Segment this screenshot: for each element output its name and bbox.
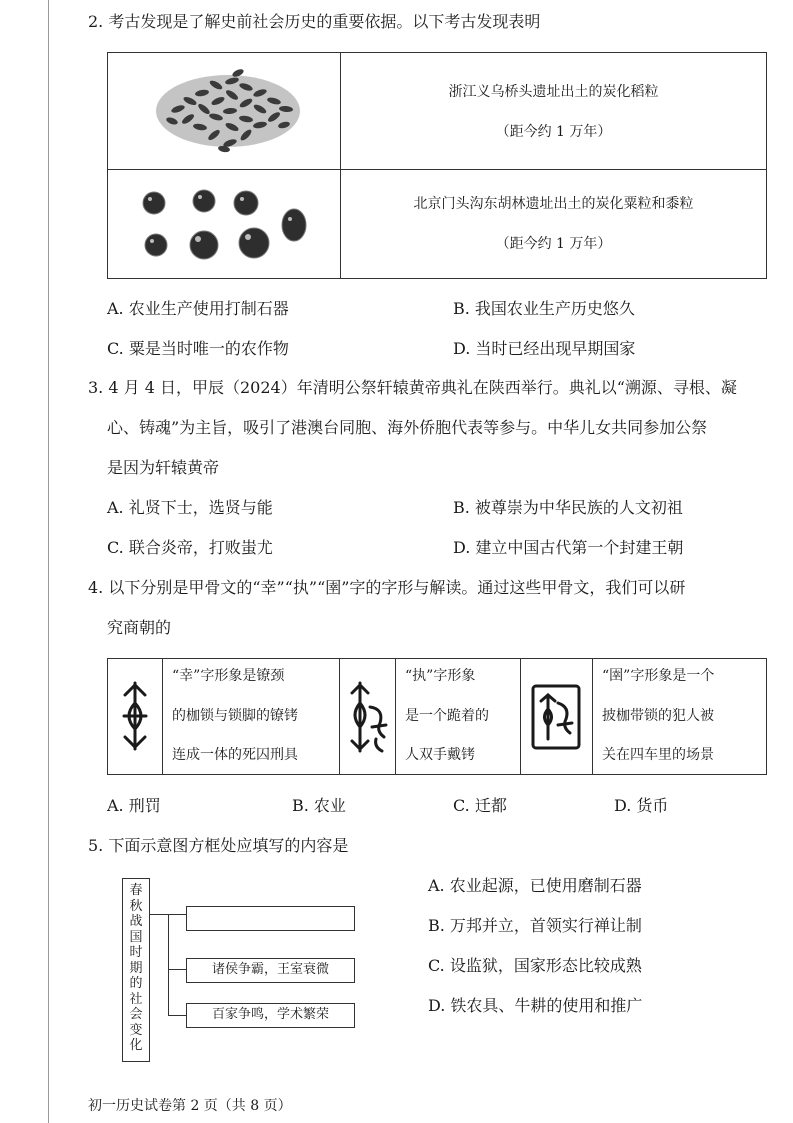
- zhi-desc-line1: “执”字形象: [405, 668, 476, 684]
- vertical-title-char: 期: [129, 960, 143, 976]
- yu-desc-line2: 披枷带锁的犯人被: [602, 708, 714, 724]
- q4-stem-line2: 究商朝的: [107, 618, 172, 637]
- zhi-desc-line3: 人双手戴铐: [405, 747, 475, 763]
- q4-oracle-table: [107, 658, 767, 775]
- box-hundred-schools-text: 百家争鸣，学术繁荣: [211, 1007, 329, 1022]
- q3-option-a[interactable]: A. 礼贤下士，选贤与能: [107, 498, 273, 517]
- oracle-divider: [520, 659, 521, 774]
- box-hundred-schools: [186, 1003, 355, 1028]
- q2-option-d[interactable]: D. 当时已经出现早期国家: [453, 339, 636, 358]
- vertical-title-char: 化: [129, 1038, 143, 1053]
- diagram-vertical-title: [123, 883, 149, 1054]
- table-row-divider: [108, 169, 766, 170]
- q5-option-a[interactable]: A. 农业起源，已使用磨制石器: [428, 876, 642, 895]
- yu-desc-line1: “圉”字形象是一个: [602, 668, 715, 684]
- vertical-title-char: 时: [129, 945, 143, 960]
- blank-answer-box: [186, 906, 355, 931]
- q5-option-d[interactable]: D. 铁农具、牛耕的使用和推广: [428, 996, 643, 1015]
- box-hegemony-text: 诸侯争霸，王室衰微: [211, 962, 329, 977]
- q4-stem-line1: 4. 以下分别是甲骨文的“幸”“执”“圉”字的字形与解读。通过这些甲骨文，我们可以研: [88, 578, 686, 597]
- oracle-divider: [395, 659, 396, 774]
- vertical-title-char: 社: [129, 991, 143, 1007]
- zhi-desc-line2: 是一个跪着的: [405, 708, 489, 724]
- yu-desc-line3: 关在四车里的场景: [602, 747, 714, 763]
- vertical-title-char: 春: [129, 883, 143, 898]
- q5-option-c[interactable]: C. 设监狱，国家形态比较成熟: [428, 956, 642, 975]
- oracle-divider: [339, 659, 340, 774]
- vertical-title-char: 秋: [129, 898, 143, 914]
- oracle-yu-glyph-icon: [528, 681, 584, 753]
- q4-option-c[interactable]: C. 迁都: [453, 796, 507, 815]
- q5-stem: 5. 下面示意图方框处应填写的内容是: [88, 836, 349, 855]
- box-hegemony: [186, 958, 355, 983]
- q2-row1-line1: 浙江义乌桥头遗址出土的炭化稻粒: [448, 84, 659, 100]
- q3-stem-line2: 心、铸魂”为主旨，吸引了港澳台同胞、海外侨胞代表等参与。中华儿女共同参加公祭: [107, 418, 708, 437]
- connector: [168, 1015, 186, 1016]
- q3-option-b[interactable]: B. 被尊崇为中华民族的人文初祖: [453, 498, 683, 517]
- q4-option-a[interactable]: A. 刑罚: [107, 796, 161, 815]
- vertical-title-char: 的: [129, 976, 143, 991]
- q3-stem-line3: 是因为轩辕黄帝: [107, 458, 220, 477]
- q5-option-b[interactable]: B. 万邦并立，首领实行禅让制: [428, 916, 642, 935]
- q2-option-a[interactable]: A. 农业生产使用打制石器: [107, 299, 289, 318]
- q4-option-b[interactable]: B. 农业: [292, 796, 346, 815]
- xing-desc-line2: 的枷锁与锁脚的镣铐: [172, 708, 298, 724]
- q2-table: [107, 52, 767, 279]
- vertical-title-char: 战: [129, 914, 143, 929]
- q2-stem: 2. 考古发现是了解史前社会历史的重要依据。以下考古发现表明: [88, 12, 541, 31]
- q3-option-d[interactable]: D. 建立中国古代第一个封建王朝: [453, 538, 684, 557]
- oracle-divider: [592, 659, 593, 774]
- vertical-title-char: 会: [129, 1007, 143, 1022]
- carbonized-millet-image: [136, 181, 316, 271]
- q4-option-d[interactable]: D. 货币: [614, 796, 669, 815]
- connector: [150, 914, 168, 915]
- q2-row2-line1: 北京门头沟东胡林遗址出土的炭化粟粒和黍粒: [413, 196, 694, 212]
- vertical-title-char: 国: [129, 929, 143, 945]
- diagram-title-box: [122, 878, 150, 1062]
- connector: [168, 914, 169, 970]
- page-footer: 初一历史试卷第 2 页（共 8 页）: [88, 1098, 292, 1114]
- xing-desc-line1: “幸”字形象是镣颈: [172, 668, 285, 684]
- oracle-zhi-glyph-icon: [346, 679, 390, 755]
- vertical-title-char: 变: [129, 1022, 143, 1038]
- q2-option-c[interactable]: C. 粟是当时唯一的农作物: [107, 339, 289, 358]
- carbonized-rice-image: [148, 61, 308, 161]
- q3-option-c[interactable]: C. 联合炎帝，打败蚩尤: [107, 538, 273, 557]
- connector: [168, 914, 186, 915]
- oracle-xing-glyph-icon: [120, 681, 150, 751]
- q3-stem-line1: 3. 4 月 4 日，甲辰（2024）年清明公祭轩辕黄帝典礼在陕西举行。典礼以“溯源、寻根、凝: [88, 378, 737, 397]
- xing-desc-line3: 连成一体的死囚刑具: [172, 747, 298, 763]
- connector: [168, 969, 186, 970]
- q2-option-b[interactable]: B. 我国农业生产历史悠久: [453, 299, 635, 318]
- connector: [168, 969, 169, 1015]
- oracle-divider: [162, 659, 163, 774]
- q2-row2-line2: （距今约 1 万年）: [495, 236, 612, 252]
- margin-line: [48, 0, 49, 1123]
- q2-row1-line2: （距今约 1 万年）: [495, 124, 612, 140]
